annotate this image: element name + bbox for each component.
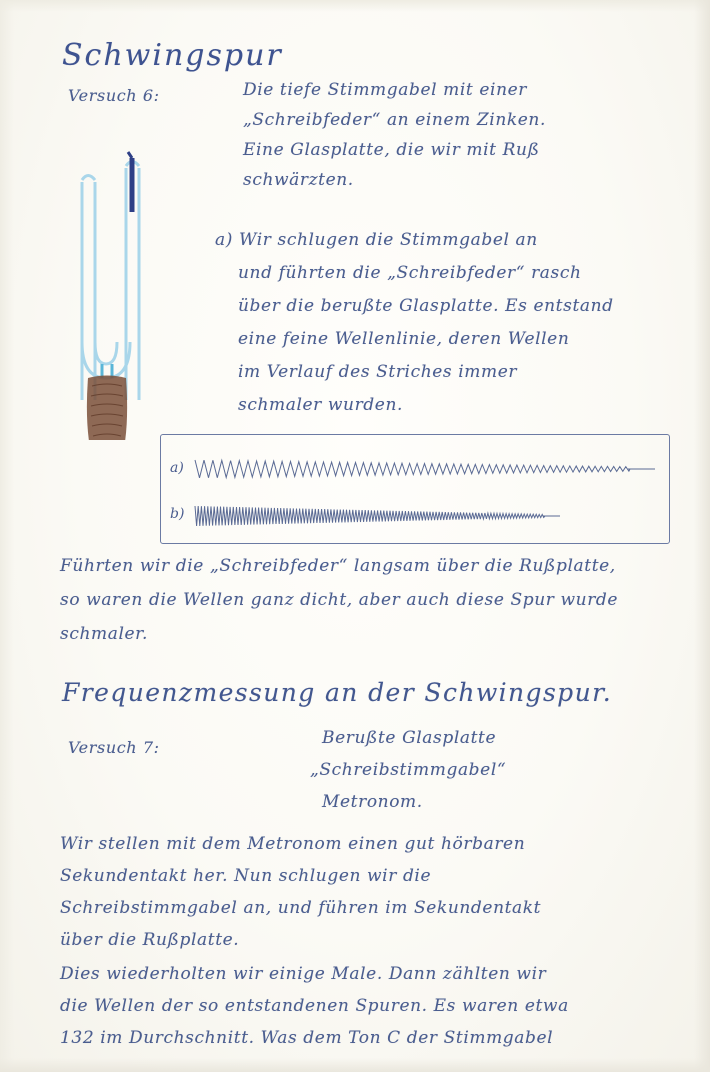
- experiment-7-material-3: Metronom.: [322, 792, 423, 812]
- experiment-6-part-a-line-5: im Verlauf des Striches immer: [238, 362, 518, 382]
- experiment-6-intro-line-4: schwärzten.: [243, 170, 354, 190]
- experiment-6-label: Versuch 6:: [68, 86, 160, 105]
- experiment-6-part-a-line-2: und führten die „Schreibfeder“ rasch: [238, 263, 582, 283]
- experiment-7-material-1: Berußte Glasplatte: [322, 728, 497, 748]
- experiment-7-body-line-4: über die Rußplatte.: [60, 930, 240, 950]
- experiment-6-after-figure-line-2: so waren die Wellen ganz dicht, aber auch diese Spur wurde: [60, 590, 619, 610]
- tuning-fork-svg: [62, 150, 182, 440]
- experiment-6-part-a-line-3: über die berußte Glasplatte. Es entstand: [238, 296, 614, 316]
- experiment-6-intro-line-3: Eine Glasplatte, die wir mit Ruß: [243, 140, 540, 160]
- trace-row-a-tag: a): [170, 460, 184, 476]
- experiment-7-material-2: „Schreibstimmgabel“: [310, 760, 507, 780]
- experiment-6-after-figure-line-1: Führten wir die „Schreibfeder“ langsam über die Rußplatte,: [60, 556, 616, 576]
- experiment-6-part-a-line-1: a) Wir schlugen die Stimmgabel an: [215, 230, 538, 250]
- experiment-6-part-a-line-4: eine feine Wellenlinie, deren Wellen: [238, 329, 570, 349]
- experiment-7-body-line-2: Sekundentakt her. Nun schlugen wir die: [60, 866, 432, 886]
- experiment-7-label: Versuch 7:: [68, 738, 160, 757]
- paper-edge-right: [694, 0, 710, 1072]
- trace-row-b-tag: b): [170, 506, 185, 522]
- experiment-6-intro-line-1: Die tiefe Stimmgabel mit einer: [243, 80, 527, 100]
- experiment-7-body-line-3: Schreibstimmgabel an, und führen im Sekundentakt: [60, 898, 542, 918]
- wave-trace-figure: [160, 434, 670, 544]
- experiment-6-after-figure-line-3: schmaler.: [60, 624, 149, 644]
- wave-trace-row-a: [195, 460, 655, 478]
- experiment-7-body-line-6: die Wellen der so entstandenen Spuren. Es waren etwa: [60, 996, 569, 1016]
- experiment-7-body-line-7: 132 im Durchschnitt. Was dem Ton C der Stimmgabel: [60, 1028, 554, 1048]
- experiment-6-part-a-line-6: schmaler wurden.: [238, 395, 403, 415]
- wave-trace-row-b: [195, 506, 560, 526]
- page-title: Schwingspur: [62, 38, 283, 73]
- section-heading-frequency: Frequenzmessung an der Schwingspur.: [62, 678, 613, 707]
- pen-tip-icon: [128, 152, 132, 158]
- paper-edge-left: [0, 0, 14, 1072]
- experiment-6-intro-line-2: „Schreibfeder“ an einem Zinken.: [243, 110, 546, 130]
- wave-trace-svg: [160, 434, 670, 544]
- paper-edge-top: [0, 0, 710, 12]
- experiment-7-body-line-5: Dies wiederholten wir einige Male. Dann zählten wir: [60, 964, 547, 984]
- fork-handle: [87, 376, 127, 441]
- tuning-fork-figure: [62, 150, 182, 440]
- fork-bend-inner: [95, 342, 117, 364]
- fork-bend-outer: [82, 342, 130, 378]
- paper-edge-bottom: [0, 1058, 710, 1072]
- experiment-7-body-line-1: Wir stellen mit dem Metronom einen gut hörbaren: [60, 834, 526, 854]
- fork-left-tine-top: [82, 176, 95, 181]
